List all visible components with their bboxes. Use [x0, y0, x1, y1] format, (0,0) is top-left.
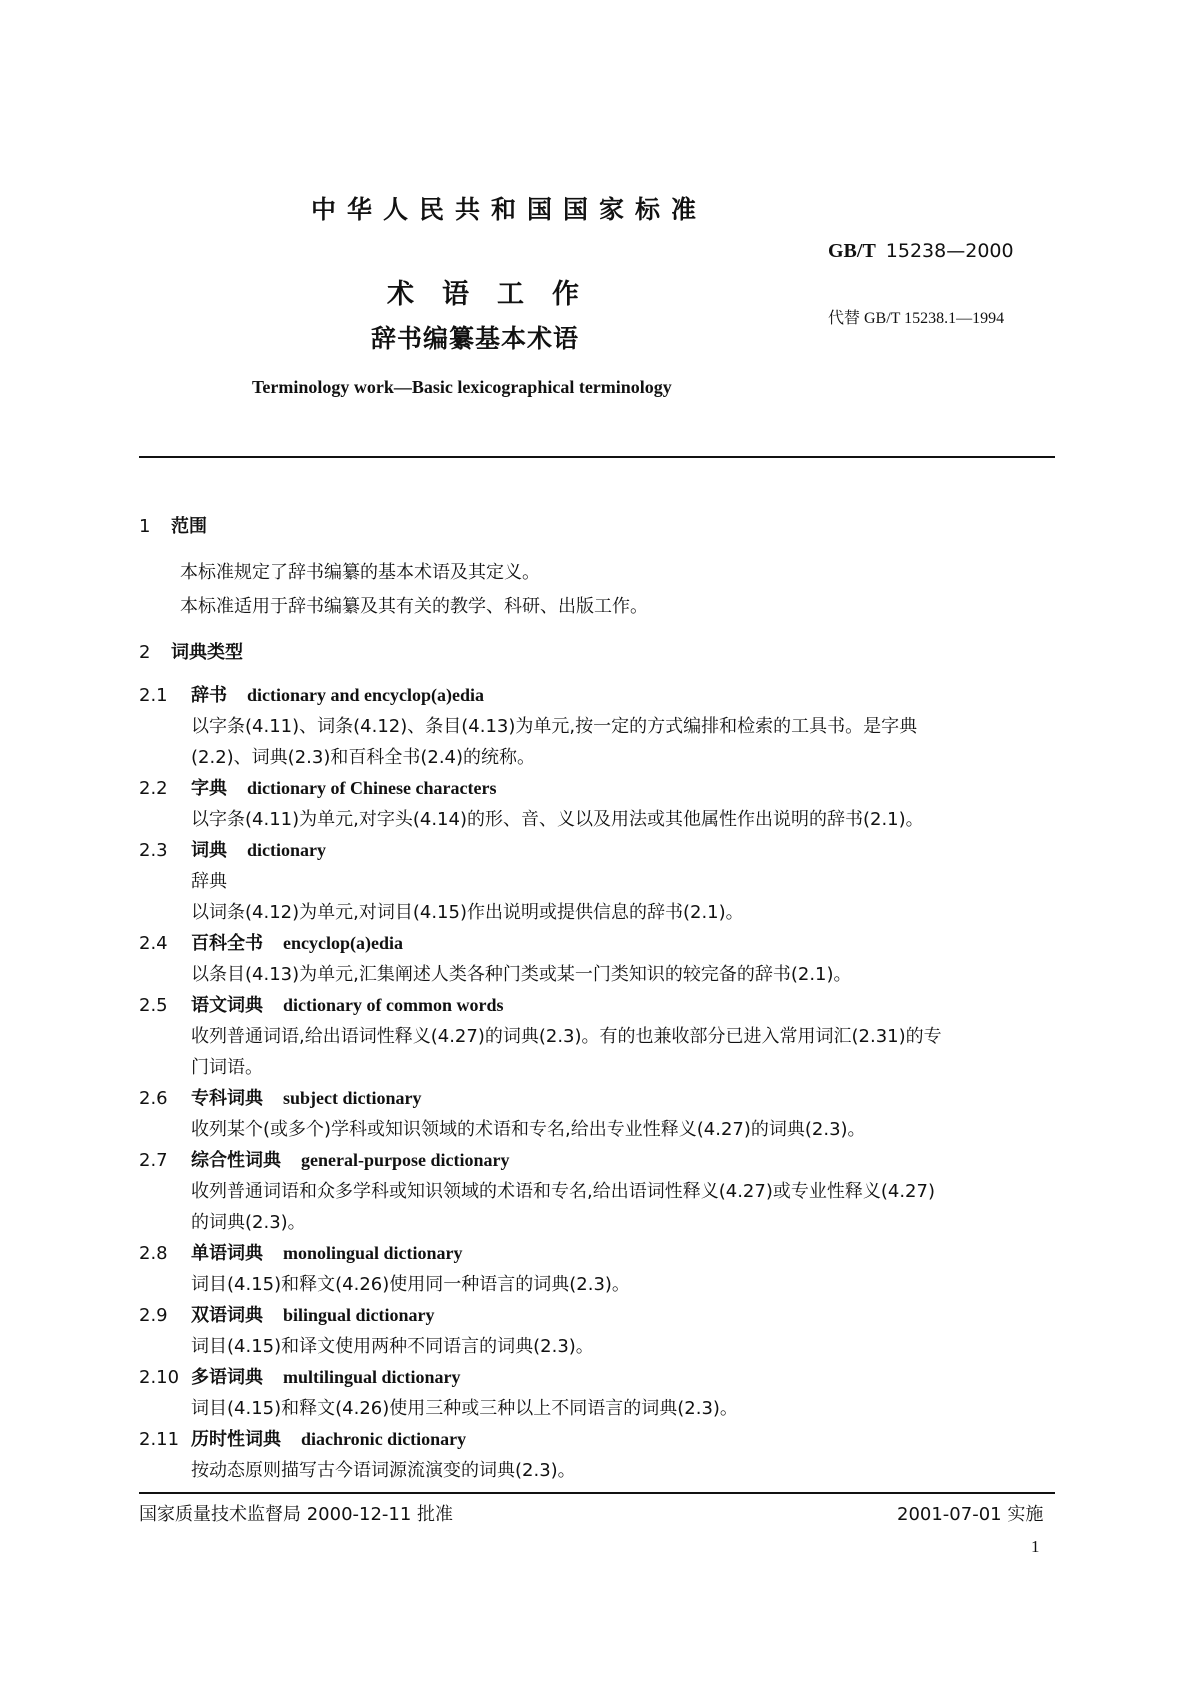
section-title: 词典类型 — [171, 642, 243, 663]
term-entry — [139, 835, 1059, 928]
page-number: 1 — [1031, 1537, 1040, 1556]
header-rule — [139, 456, 1055, 458]
entry-definition-line: 以条目(4.13)为单元,汇集阐述人类各种门类或某一门类知识的较完备的辞书(2.1)。 — [191, 964, 852, 985]
code-prefix: GB/T — [828, 240, 876, 262]
code-number: 15238—2000 — [885, 240, 1014, 262]
entry-definition-line: 门词语。 — [191, 1057, 263, 1078]
entry-heading — [139, 928, 1059, 959]
entry-number: 2.2 — [139, 778, 168, 799]
term-entry — [139, 1300, 1059, 1362]
entry-number: 2.4 — [139, 933, 168, 954]
entry-english-term: diachronic dictionary — [301, 1429, 467, 1449]
entry-term: 多语词典 — [191, 1367, 263, 1388]
entry-english-term: encyclop(a)edia — [283, 933, 403, 953]
entry-definition-line: 收列普通词语,给出语词性释义(4.27)的词典(2.3)。有的也兼收部分已进入常用词汇(2.31)的专 — [191, 1026, 942, 1047]
english-title: Terminology work—Basic lexicographical terminology — [252, 377, 672, 397]
entry-number: 2.1 — [139, 685, 168, 706]
entry-heading — [139, 680, 1059, 711]
entry-heading — [139, 1300, 1059, 1331]
approval-note: 国家质量技术监督局 2000-12-11 批准 — [139, 1504, 454, 1525]
section-number: 2 — [139, 642, 151, 663]
effective-date: 2001-07-01 实施 — [897, 1504, 1044, 1525]
entry-definition-line: 辞典 — [191, 871, 227, 892]
term-entry — [139, 1083, 1059, 1145]
entry-english-term: monolingual dictionary — [283, 1243, 463, 1263]
entry-heading — [139, 1424, 1059, 1455]
entry-english-term: dictionary — [247, 840, 326, 860]
entry-term: 专科词典 — [191, 1088, 263, 1109]
entry-number: 2.5 — [139, 995, 168, 1016]
entry-number: 2.3 — [139, 840, 168, 861]
entry-definition-line: 的词典(2.3)。 — [191, 1212, 306, 1233]
entry-term: 综合性词典 — [191, 1150, 281, 1171]
entry-number: 2.7 — [139, 1150, 168, 1171]
entry-number: 2.8 — [139, 1243, 168, 1264]
term-entry — [139, 990, 1059, 1083]
entry-term: 历时性词典 — [191, 1429, 281, 1450]
entry-term: 语文词典 — [191, 995, 263, 1016]
entry-heading — [139, 1238, 1059, 1269]
entry-english-term: bilingual dictionary — [283, 1305, 435, 1325]
entry-english-term: multilingual dictionary — [283, 1367, 461, 1387]
entry-english-term: dictionary and encyclop(a)edia — [247, 685, 484, 705]
entry-english-term: subject dictionary — [283, 1088, 422, 1108]
entry-definition-line: 以字条(4.11)、词条(4.12)、条目(4.13)为单元,按一定的方式编排和检索的工具书。是字典 — [191, 716, 918, 737]
entry-number: 2.11 — [139, 1429, 180, 1450]
scope-paragraph-2: 本标准适用于辞书编纂及其有关的教学、科研、出版工作。 — [180, 596, 648, 617]
entry-number: 2.6 — [139, 1088, 168, 1109]
term-entry — [139, 680, 1059, 773]
entry-english-term: dictionary of common words — [283, 995, 504, 1015]
entry-definition-line: (2.2)、词典(2.3)和百科全书(2.4)的统称。 — [191, 747, 536, 768]
title-line2: 辞书编纂基本术语 — [371, 324, 580, 353]
entry-english-term: dictionary of Chinese characters — [247, 778, 497, 798]
entry-definition-line: 按动态原则描写古今语词源流演变的词典(2.3)。 — [191, 1460, 576, 1481]
entry-term: 单语词典 — [191, 1243, 263, 1264]
entry-definition-line: 词目(4.15)和释文(4.26)使用同一种语言的词典(2.3)。 — [191, 1274, 630, 1295]
section-2-heading — [139, 638, 243, 664]
term-entry — [139, 1362, 1059, 1424]
term-entry — [139, 1238, 1059, 1300]
entry-term: 字典 — [191, 778, 227, 799]
entry-number: 2.10 — [139, 1367, 180, 1388]
section-title: 范围 — [171, 516, 207, 537]
title-line1: 术语工作 — [387, 279, 607, 310]
entry-english-term: general-purpose dictionary — [301, 1150, 510, 1170]
standard-organization: 中华人民共和国国家标准 — [311, 195, 708, 224]
entry-definition-line: 词目(4.15)和释文(4.26)使用三种或三种以上不同语言的词典(2.3)。 — [191, 1398, 738, 1419]
term-entries — [139, 680, 1059, 1486]
entry-heading — [139, 1362, 1059, 1393]
term-entry — [139, 928, 1059, 990]
entry-definition-line: 词目(4.15)和译文使用两种不同语言的词典(2.3)。 — [191, 1336, 594, 1357]
entry-term: 词典 — [191, 840, 227, 861]
entry-heading — [139, 990, 1059, 1021]
section-number: 1 — [139, 516, 151, 537]
entry-definition-line: 收列某个(或多个)学科或知识领域的术语和专名,给出专业性释义(4.27)的词典(2.3)。 — [191, 1119, 866, 1140]
entry-definition-line: 收列普通词语和众多学科或知识领域的术语和专名,给出语词性释义(4.27)或专业性释义(4.27) — [191, 1181, 935, 1202]
section-1-heading — [139, 512, 207, 538]
entry-number: 2.9 — [139, 1305, 168, 1326]
entry-definition-line: 以字条(4.11)为单元,对字头(4.14)的形、音、义以及用法或其他属性作出说明的辞书(2.1)。 — [191, 809, 924, 830]
entry-definition-line: 以词条(4.12)为单元,对词目(4.15)作出说明或提供信息的辞书(2.1)。 — [191, 902, 744, 923]
entry-heading — [139, 773, 1059, 804]
entry-heading — [139, 835, 1059, 866]
term-entry — [139, 1145, 1059, 1238]
entry-heading — [139, 1083, 1059, 1114]
entry-term: 双语词典 — [191, 1305, 263, 1326]
standard-code — [828, 240, 1014, 263]
scope-paragraph-1: 本标准规定了辞书编纂的基本术语及其定义。 — [180, 562, 540, 583]
entry-term: 辞书 — [191, 685, 227, 706]
entry-heading — [139, 1145, 1059, 1176]
footer-rule — [139, 1492, 1055, 1494]
term-entry — [139, 1424, 1059, 1486]
replaces-note: 代替 GB/T 15238.1—1994 — [828, 310, 1005, 327]
term-entry — [139, 773, 1059, 835]
entry-term: 百科全书 — [191, 933, 263, 954]
